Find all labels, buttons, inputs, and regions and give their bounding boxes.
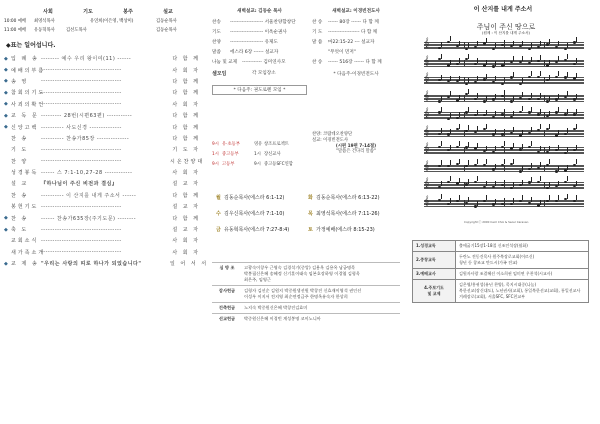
schedule-preacher: 김동순목사: [156, 19, 177, 24]
order-item-leader: 다 함 께: [172, 124, 200, 131]
bible-row: 월 김동순목사(에스라 6:1-12) 화 김동순목사(에스라 6:13-22): [216, 195, 380, 201]
treble-clef-icon: 𝄞: [424, 55, 430, 66]
order-item-bullet: ◆: [4, 89, 8, 96]
order-item: [4, 190, 200, 201]
order-item-leader: 사 회 자: [172, 67, 200, 74]
info-row: 1.성경교독 출애굽기15장1-18절 신조인석장(월화): [413, 241, 589, 252]
order-item: [4, 87, 200, 98]
hymn-page-title: 이 산지를 내게 주소서: [473, 6, 533, 13]
order-item-bullet: ◆: [4, 124, 8, 131]
schedule-row: [4, 27, 200, 33]
order-item-label: 찬 송: [11, 135, 29, 142]
order-item-detail: -----------------------------------: [41, 158, 122, 165]
dawn-service-right: [312, 8, 400, 77]
youth-line: "말씀은 건다리 말씀": [336, 149, 376, 155]
order-item-detail: -----------------------------------: [41, 237, 122, 244]
order-item: [4, 167, 200, 178]
order-item-detail: -----------------------------------: [41, 78, 122, 85]
order-item-detail: ---------- 찬송가85장 --------------: [41, 135, 130, 142]
order-item-detail: ---------- 이 산지를 내게 주소서 ------: [41, 192, 137, 199]
order-item-detail: --------- 28번(시편63편) -----------: [41, 113, 133, 120]
order-item-leader: 다 함 께: [172, 135, 200, 142]
schedule-host: 유동혁목사: [34, 28, 55, 33]
dawn-left-line: 기도 -------------------- 이옥순권사: [212, 30, 287, 35]
schedule-row: [4, 18, 200, 24]
order-item-label: 입 례 송: [11, 56, 39, 63]
order-item-detail: ---------- 사도신경 --------------: [41, 124, 122, 131]
treble-clef-icon: 𝄞: [424, 143, 430, 153]
order-item-label: 교회소식: [11, 238, 39, 245]
order-item-label: 새가족소개: [11, 249, 46, 256]
order-item-label: 신앙고백: [11, 124, 39, 131]
order-item-label: 예배의부름: [11, 67, 46, 74]
schedule-header-1: 사회: [43, 9, 53, 15]
order-item-label: 찬 송: [11, 192, 29, 199]
order-item-label: 교 제 송: [11, 261, 39, 268]
order-item-detail: ------ 찬송가635장(주기도문) --------: [41, 215, 137, 222]
order-item-bullet: ◆: [4, 112, 8, 119]
schedule-host: 최영석목사: [34, 19, 55, 24]
order-item-detail: 『하나님이 주신 비전과 결심』: [41, 181, 118, 188]
order-item: [4, 235, 200, 246]
order-item-leader: 기 도 자: [172, 147, 200, 154]
order-item-leader: 다 함 께: [172, 113, 200, 120]
treble-clef-icon: 𝄞: [424, 178, 430, 188]
board-row: 선교헌금 박중원신은혜 이경빈 계성봉명 코이노니아: [212, 314, 400, 325]
order-item-label: 송 영: [11, 78, 29, 85]
order-of-worship: [4, 53, 209, 269]
order-item-leader: 사 회 자: [172, 170, 200, 177]
info-table: [412, 240, 589, 303]
order-item: [4, 133, 200, 144]
treble-clef-icon: 𝄞: [424, 38, 430, 48]
order-item-label: 참회의기도: [11, 90, 46, 97]
offering-board: [212, 262, 400, 324]
youth-line: (시편 19편 7-14절): [335, 143, 377, 149]
order-item: [4, 224, 200, 235]
schedule-time: 10:00 예배: [4, 19, 27, 24]
dawn-right-line: 찬 송 ------ 516장 ------ 다 함 께: [312, 60, 382, 65]
fellowship-line: 셀모임 각 모임장소: [212, 71, 276, 77]
treble-clef-icon: 𝄞: [424, 125, 430, 136]
order-item: [4, 247, 200, 258]
order-item-leader: 설 교 자: [172, 181, 200, 188]
bible-row: 금 유동혁목사(에스라 7:27-8:4) 토 가정예배(에스라 8:15-23): [216, 227, 375, 233]
treble-clef-icon: 𝄞: [424, 73, 430, 83]
department-news: [212, 140, 307, 167]
order-item-leader: 사 회 자: [172, 101, 200, 108]
board-row: 감사헌금 김형자 김선순 김원지 박중원생선원 박창진 신효재이영석 권인선 이성우 이지서 전지영 최순연정금주 한명옥유숙자 한상희: [212, 286, 400, 303]
order-item: [4, 212, 200, 223]
order-item-label: 봉헌기도: [11, 204, 39, 211]
schedule-header-3: 봉주: [123, 9, 133, 15]
order-item-label: 교 독 문: [11, 113, 39, 120]
info-row: 3.예배교사 김원자사랑 조결혜선 이소희권 임미연 우찬석(시교사): [413, 269, 589, 280]
schedule-prayer: 김선도목사: [66, 28, 87, 33]
sheet-music: [424, 20, 588, 224]
order-item-label: 찬 송: [11, 215, 29, 222]
info-row: 2.중창교독 두란노 전동건목사 원주북장로교회(어르신) 청년 등 창조교 만드시(가족 전교): [413, 252, 589, 269]
treble-clef-icon: 𝄞: [424, 108, 430, 118]
dawn-left-line: 나눔 및 교제 ------------ 김미연사모: [212, 60, 286, 65]
order-item-detail: -----------------------------------: [41, 146, 122, 153]
order-item-leader: 다 함 께: [172, 56, 200, 63]
order-item: [4, 258, 209, 269]
middle-panel: [212, 8, 400, 418]
dawn-right-line: 말 씀 마22:15-22 --- 설교자: [312, 40, 375, 45]
order-item-leader: 사 회 자: [172, 249, 200, 256]
order-item: [4, 201, 200, 212]
board-row: 심 방 조 고광숙이창우 근영숙 김경석기(중앙) 김용옥 김용옥 남궁명목 박봉필신은혜 송혜정 신기훈이태숙 임본호장하영 이경엽 김형욱 최은주, 임영근: [212, 263, 400, 286]
order-item: [4, 178, 200, 189]
dawn-left-next: * 다음주: 권도로렌 모임 *: [212, 85, 307, 95]
dept-row: 1시 중고등부 1시 장신교사: [212, 151, 281, 157]
order-item: [4, 121, 200, 132]
schedule-header: [28, 8, 200, 15]
order-item-detail: -------- 예수 우리 왕이여(11) ------: [41, 56, 132, 63]
order-item: [4, 53, 200, 64]
youth-line: 찬양: 코람데오찬양단: [312, 132, 353, 137]
dawn-right-title: 새벽설교: 이경빈전도사: [332, 9, 380, 14]
order-item-leader: 시온찬양대: [170, 158, 205, 165]
bible-row: 수 김우신목사(에스라 7:1-10) 목 최영석목사(에스라 7:11-26): [216, 211, 380, 217]
order-item-detail: "우리는 사랑의 띠로 하나가 되었습니다": [41, 261, 142, 268]
order-heading: ◆표는 일어섭니다.: [6, 42, 56, 49]
order-item-label: 축 도: [11, 227, 29, 234]
dawn-left-line: 찬양 -------------------- 유제도: [212, 40, 278, 45]
dawn-right-line: 찬 송 ------ 80장 ------ 다 함 께: [312, 20, 379, 25]
order-item: [4, 110, 200, 121]
order-item-bullet: ◆: [4, 55, 8, 62]
dawn-left-line: 말씀 에스라 6장 ------ 설교자: [212, 50, 279, 55]
left-panel: [4, 8, 209, 418]
schedule-preacher: 김동순목사: [156, 28, 177, 33]
schedule-offering: 유연희(이은영, 백상미): [90, 19, 134, 24]
order-item: [4, 99, 200, 110]
dept-row: 9시 유·초등부 영유 창조프로젝트: [212, 142, 289, 147]
dept-row: 9시 고등부 9시 중고등SFC연합: [212, 161, 293, 167]
treble-clef-icon: 𝄞: [424, 90, 430, 101]
bible-reading: [216, 194, 400, 233]
order-item-leader: 설 교 자: [172, 204, 200, 211]
order-item-detail: ------ 스 7:1-10,27-28 ------------: [41, 170, 133, 177]
order-item: [4, 156, 205, 167]
order-item: [4, 144, 200, 155]
schedule-time: 11:00 예배: [4, 28, 27, 33]
info-row: 4.주보기도 및 교제 김은영/홍귀성(유년 찬양), 목지시대중(나눔) 북한선교(장신대도), 노년권사(교회), 통일북한선교(교회), 통일선교사 겨레장로(교회), 서울SFC, SFC친교부: [413, 280, 589, 303]
order-item-bullet: ◆: [4, 101, 8, 108]
order-item-detail: -----------------------------------: [41, 101, 122, 108]
score-copyright: Copyright ⓒ 2000 Cecil Choi & Seoul Caravan: [464, 220, 529, 224]
treble-clef-icon: 𝄞: [424, 160, 430, 171]
dawn-right-line: 기 도 ------------------- 다 함 께: [312, 30, 378, 35]
order-item-bullet: ◆: [4, 215, 8, 222]
dawn-right-next: * 다음주-이경빈전도사: [333, 72, 379, 77]
order-item: [4, 76, 200, 87]
dawn-left-title: 새벽설교: 김동순 목사: [237, 9, 282, 14]
youth-service: [312, 132, 400, 155]
dawn-left-line: 찬송 -------------------- 서울찬양합창단: [212, 20, 296, 25]
youth-line: 설교: 이경빈전도사: [312, 137, 349, 143]
schedule-offering: [108, 27, 156, 33]
order-item-bullet: ◆: [4, 226, 8, 233]
order-item: [4, 64, 200, 75]
order-item-label: 기 도: [11, 147, 29, 154]
order-item-leader: 일 어 서 서: [170, 261, 209, 268]
order-item-bullet: ◆: [4, 260, 8, 267]
dawn-right-line: "무엇이 먼저": [328, 50, 356, 55]
order-item-bullet: ◆: [4, 67, 8, 74]
treble-clef-icon: 𝄞: [424, 195, 430, 206]
order-item-label: 성경봉독: [11, 170, 39, 177]
order-item-detail: -----------------------------------: [41, 89, 122, 96]
order-item-leader: 다 함 께: [172, 215, 200, 222]
order-item-detail: -----------------------------------: [41, 67, 122, 74]
order-item-bullet: ◆: [4, 78, 8, 85]
board-row: 건축헌금 노지숙 박중원신은혜 박창진김효미: [212, 303, 400, 314]
order-item-label: 사죄의확인: [11, 101, 46, 108]
schedule-header-4: 설교: [163, 9, 173, 15]
score-subtitle: (원제 : 이 산지를 내게 주소서): [482, 31, 530, 35]
order-item-leader: 사 회 자: [172, 238, 200, 245]
score-title: 주님이 주신 땅으로: [476, 23, 536, 31]
order-item-label: 찬 양: [11, 158, 29, 165]
order-item-label: 설 교: [11, 181, 29, 188]
schedule-header-2: 기도: [83, 9, 93, 15]
schedule-prayer: [66, 18, 90, 24]
order-item-detail: -----------------------------------: [41, 203, 122, 210]
order-item-leader: 다 함 께: [172, 90, 200, 97]
order-item-leader: 다 함 께: [172, 192, 200, 199]
order-item-detail: -----------------------------------: [41, 249, 122, 256]
right-panel: [410, 4, 596, 420]
order-item-leader: 설 교 자: [172, 227, 200, 234]
order-item-leader: 다 함 께: [172, 78, 200, 85]
order-item-detail: -----------------------------------: [41, 226, 122, 233]
dawn-service-left: [212, 8, 307, 95]
